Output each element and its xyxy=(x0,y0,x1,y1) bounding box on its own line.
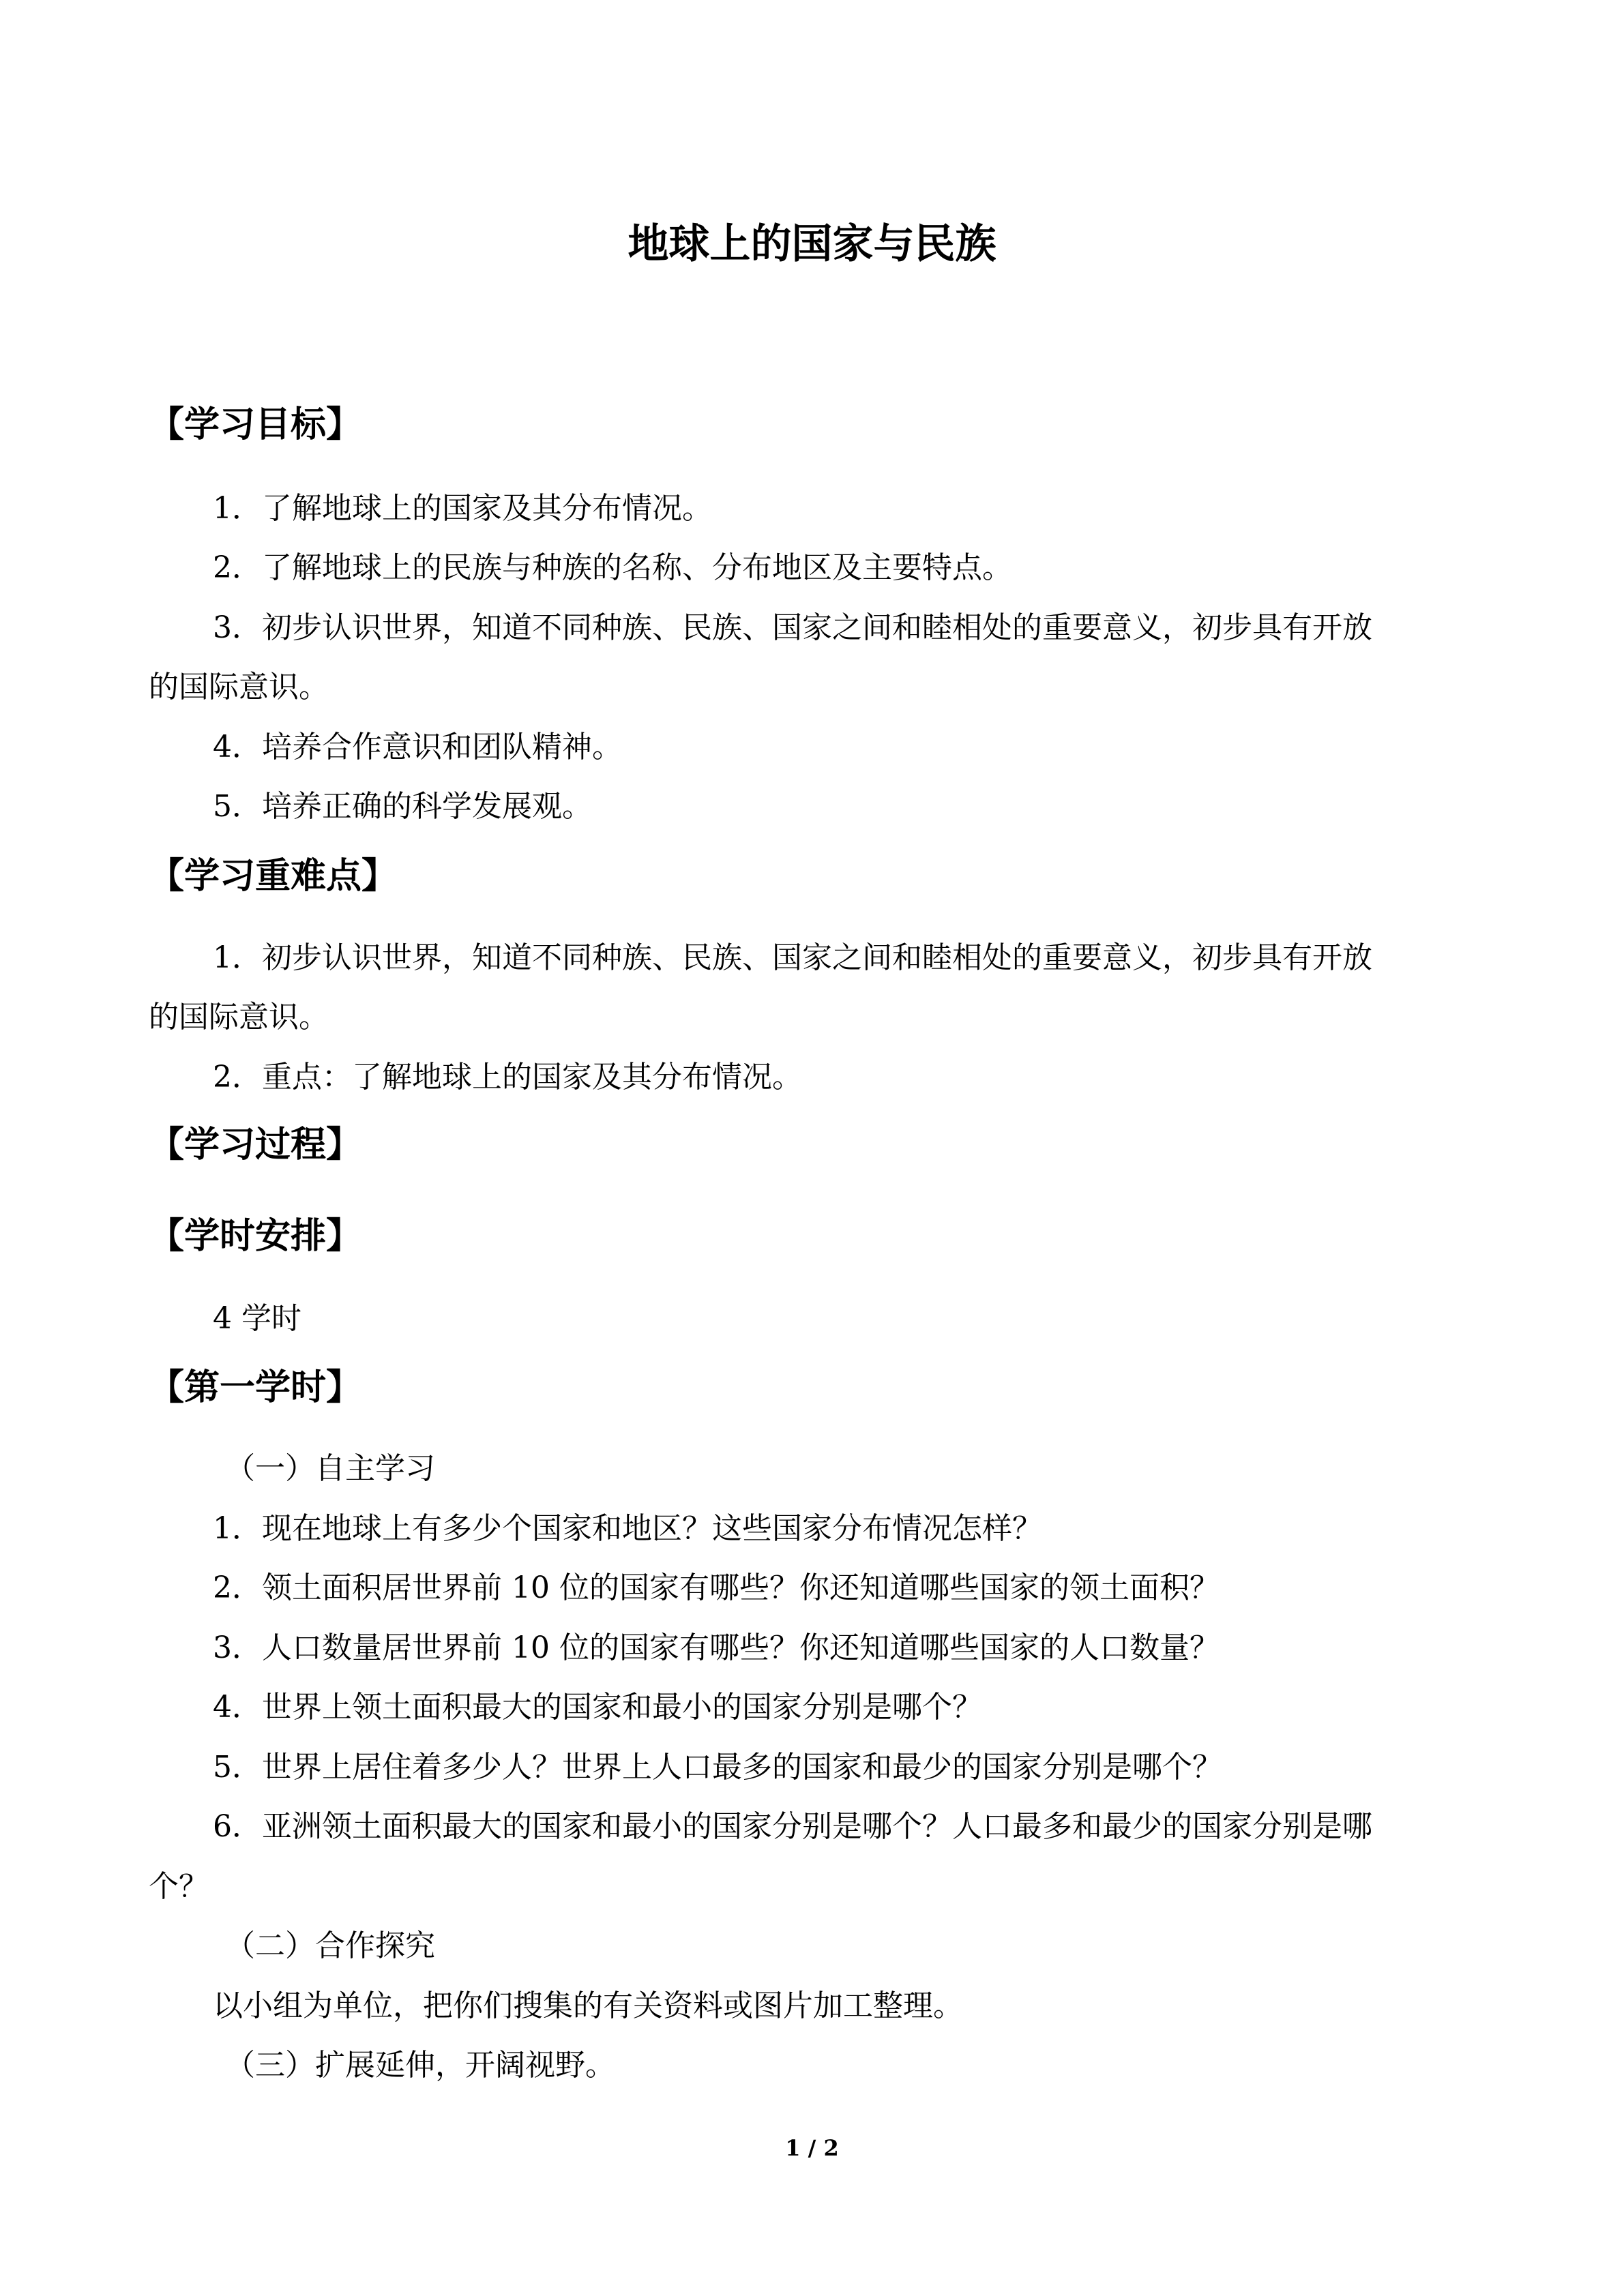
heading-key-points: 【学习重难点】 xyxy=(149,856,398,897)
objective-item-3-cont: 的国际意识。 xyxy=(149,670,329,704)
page-title: 地球上的国家与民族 xyxy=(628,220,996,268)
first-lesson-subheading-2: （二）合作探究 xyxy=(225,1928,435,1963)
key-point-item-2: 2．重点：了解地球上的国家及其分布情况。 xyxy=(213,1060,802,1094)
objective-item-3: 3．初步认识世界，知道不同种族、民族、国家之间和睦相处的重要意义，初步具有开放 xyxy=(213,610,1372,645)
key-point-item-1: 1．初步认识世界，知道不同种族、民族、国家之间和睦相处的重要意义，初步具有开放 xyxy=(213,940,1372,975)
first-lesson-item-6: 6．亚洲领土面积最大的国家和最小的国家分别是哪个？人口最多和最少的国家分别是哪 xyxy=(213,1809,1372,1844)
objective-item-4: 4．培养合作意识和团队精神。 xyxy=(213,730,622,764)
heading-first-lesson: 【第一学时】 xyxy=(149,1367,362,1408)
first-lesson-item-7: 以小组为单位，把你们搜集的有关资料或图片加工整理。 xyxy=(213,1988,963,2023)
first-lesson-item-5: 5．世界上居住着多少人？世界上人口最多的国家和最少的国家分别是哪个？ xyxy=(213,1750,1222,1785)
heading-objectives: 【学习目标】 xyxy=(149,404,362,445)
objective-item-2: 2．了解地球上的民族与种族的名称、分布地区及主要特点。 xyxy=(213,550,1012,585)
schedule-text: 4 学时 xyxy=(213,1301,301,1336)
first-lesson-item-3: 3．人口数量居世界前 10 位的国家有哪些？你还知道哪些国家的人口数量？ xyxy=(213,1630,1220,1665)
first-lesson-subheading-1: （一）自主学习 xyxy=(225,1451,435,1486)
objective-item-5: 5．培养正确的科学发展观。 xyxy=(213,789,592,824)
first-lesson-item-2: 2．领土面积居世界前 10 位的国家有哪些？你还知道哪些国家的领土面积？ xyxy=(213,1570,1220,1605)
first-lesson-item-4: 4．世界上领土面积最大的国家和最小的国家分别是哪个？ xyxy=(213,1690,982,1725)
heading-schedule: 【学时安排】 xyxy=(149,1216,362,1257)
first-lesson-subheading-3: （三）扩展延伸，开阔视野。 xyxy=(225,2048,615,2083)
first-lesson-item-1: 1．现在地球上有多少个国家和地区？这些国家分布情况怎样？ xyxy=(213,1511,1042,1546)
key-point-item-1-cont: 的国际意识。 xyxy=(149,1000,329,1034)
objective-item-1: 1．了解地球上的国家及其分布情况。 xyxy=(213,491,712,526)
page-number: 1 / 2 xyxy=(785,2135,839,2161)
first-lesson-item-6-cont: 个？ xyxy=(149,1869,209,1904)
heading-process: 【学习过程】 xyxy=(149,1124,362,1165)
